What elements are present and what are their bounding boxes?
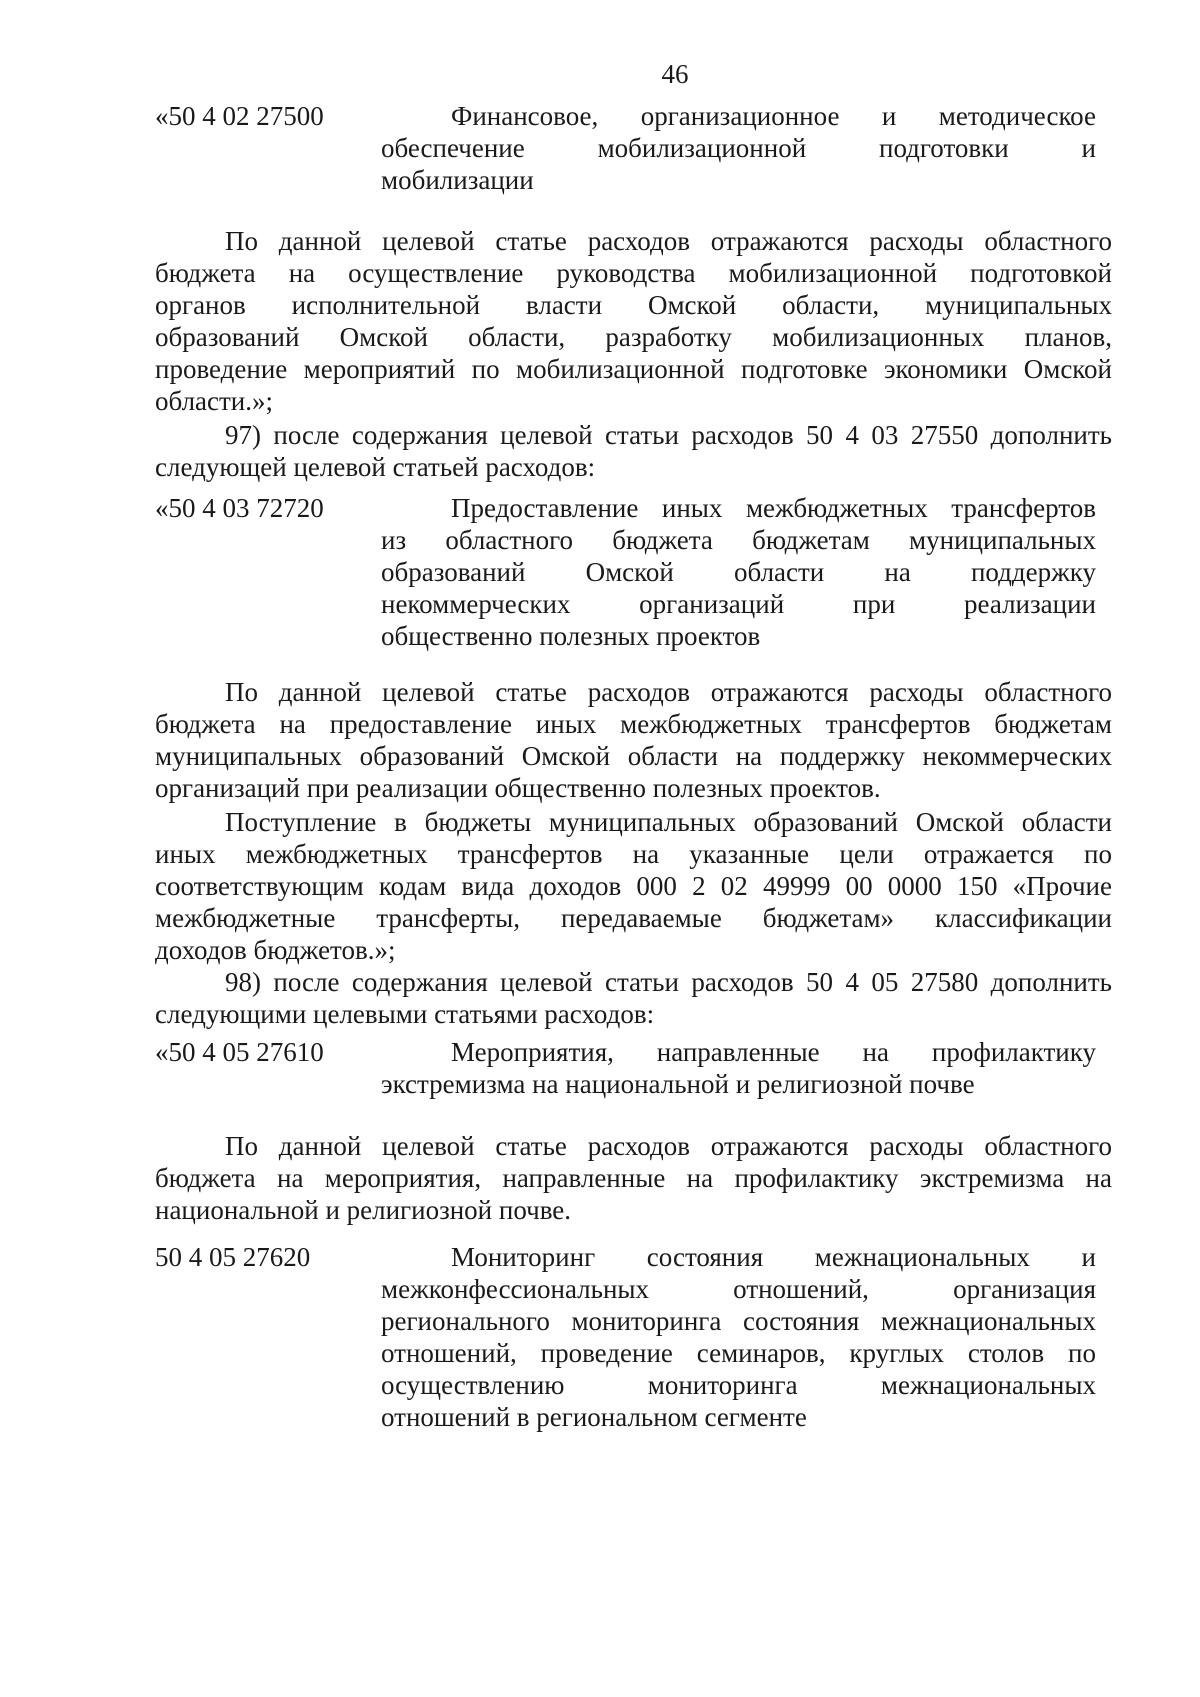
paragraph-line: соответствующим кодам вида доходов 000 2 02 49999 00 0000 150 «Прочие xyxy=(155,871,1112,901)
entry-title xyxy=(381,1241,1096,1433)
paragraph-line: органов исполнительной власти Омской области, муниципальных xyxy=(155,290,1112,320)
entry-title-line: мобилизации xyxy=(381,165,534,195)
entry-title-line: некоммерческих организаций при реализации xyxy=(381,589,1096,619)
paragraph-line: проведение мероприятий по мобилизационной подготовке экономики Омской xyxy=(155,354,1112,384)
entry-code: «50 4 02 27500 xyxy=(155,101,324,131)
paragraph-line: 98) после содержания целевой статьи расходов 50 4 05 27580 дополнить xyxy=(225,967,1112,997)
paragraph-6 xyxy=(155,1130,1112,1226)
paragraph-line: межбюджетные трансферты, передаваемые бюджетам» классификации xyxy=(155,903,1112,933)
entry-title-line: межконфессиональных отношений, организация xyxy=(381,1274,1096,1304)
entry-title-line: образований Омской области на поддержку xyxy=(381,557,1096,587)
entry-title xyxy=(381,1036,1096,1100)
paragraph-3 xyxy=(155,676,1112,804)
entry-title-line: Предоставление иных межбюджетных трансфертов xyxy=(451,493,1096,523)
paragraph-line: 97) после содержания целевой статьи расходов 50 4 03 27550 дополнить xyxy=(225,420,1112,450)
entry-title-line: отношений в региональном сегменте xyxy=(381,1402,807,1432)
entry-title-line: из областного бюджета бюджетам муниципальных xyxy=(381,525,1096,555)
entry-code: «50 4 05 27610 xyxy=(155,1037,324,1067)
paragraph-line: бюджета на предоставление иных межбюджетных трансфертов бюджетам xyxy=(155,709,1112,739)
entry-title-line: Финансовое, организационное и методическое xyxy=(451,101,1096,131)
paragraph-line: иных межбюджетных трансфертов на указанные цели отражается по xyxy=(155,839,1112,869)
paragraph-line: следующими целевыми статьями расходов: xyxy=(155,999,655,1029)
paragraph-line: Поступление в бюджеты муниципальных образований Омской области xyxy=(225,807,1112,837)
paragraph-line: По данной целевой статье расходов отражаются расходы областного xyxy=(225,1131,1112,1161)
paragraph-line: бюджета на осуществление руководства мобилизационной подготовкой xyxy=(155,258,1112,288)
paragraph-line: По данной целевой статье расходов отражаются расходы областного xyxy=(225,226,1112,256)
paragraph-line: области.»; xyxy=(155,386,274,416)
paragraph-1 xyxy=(155,225,1112,417)
paragraph-line: национальной и религиозной почве. xyxy=(155,1195,572,1225)
paragraph-line: По данной целевой статье расходов отражаются расходы областного xyxy=(225,677,1112,707)
entry-title-line: экстремизма на национальной и религиозной почве xyxy=(381,1069,975,1099)
paragraph-5 xyxy=(155,966,1112,1030)
page-number: 46 xyxy=(661,59,689,89)
entry-title xyxy=(381,100,1096,196)
entry-title-line: регионального мониторинга состояния межнациональных xyxy=(381,1306,1096,1336)
entry-title-line: общественно полезных проектов xyxy=(381,621,761,651)
paragraph-line: организаций при реализации общественно полезных проектов. xyxy=(155,773,881,803)
entry-title-line: отношений, проведение семинаров, круглых столов по xyxy=(381,1338,1096,1368)
entry-title-line: Мероприятия, направленные на профилактику xyxy=(451,1037,1096,1067)
entry-title-line: Мониторинг состояния межнациональных и xyxy=(451,1242,1096,1272)
entry-title xyxy=(381,492,1096,652)
entry-code: «50 4 03 72720 xyxy=(155,493,324,523)
paragraph-4 xyxy=(155,806,1112,966)
paragraph-line: бюджета на мероприятия, направленные на профилактику экстремизма на xyxy=(155,1163,1112,1193)
paragraph-line: образований Омской области, разработку мобилизационных планов, xyxy=(155,322,1112,352)
entry-title-line: обеспечение мобилизационной подготовки и xyxy=(381,133,1096,163)
paragraph-line: следующей целевой статьей расходов: xyxy=(155,452,596,482)
paragraph-2 xyxy=(155,419,1112,483)
paragraph-line: доходов бюджетов.»; xyxy=(155,935,396,965)
paragraph-line: муниципальных образований Омской области на поддержку некоммерческих xyxy=(155,741,1112,771)
entry-code: 50 4 05 27620 xyxy=(155,1242,311,1272)
entry-title-line: осуществлению мониторинга межнациональных xyxy=(381,1370,1096,1400)
